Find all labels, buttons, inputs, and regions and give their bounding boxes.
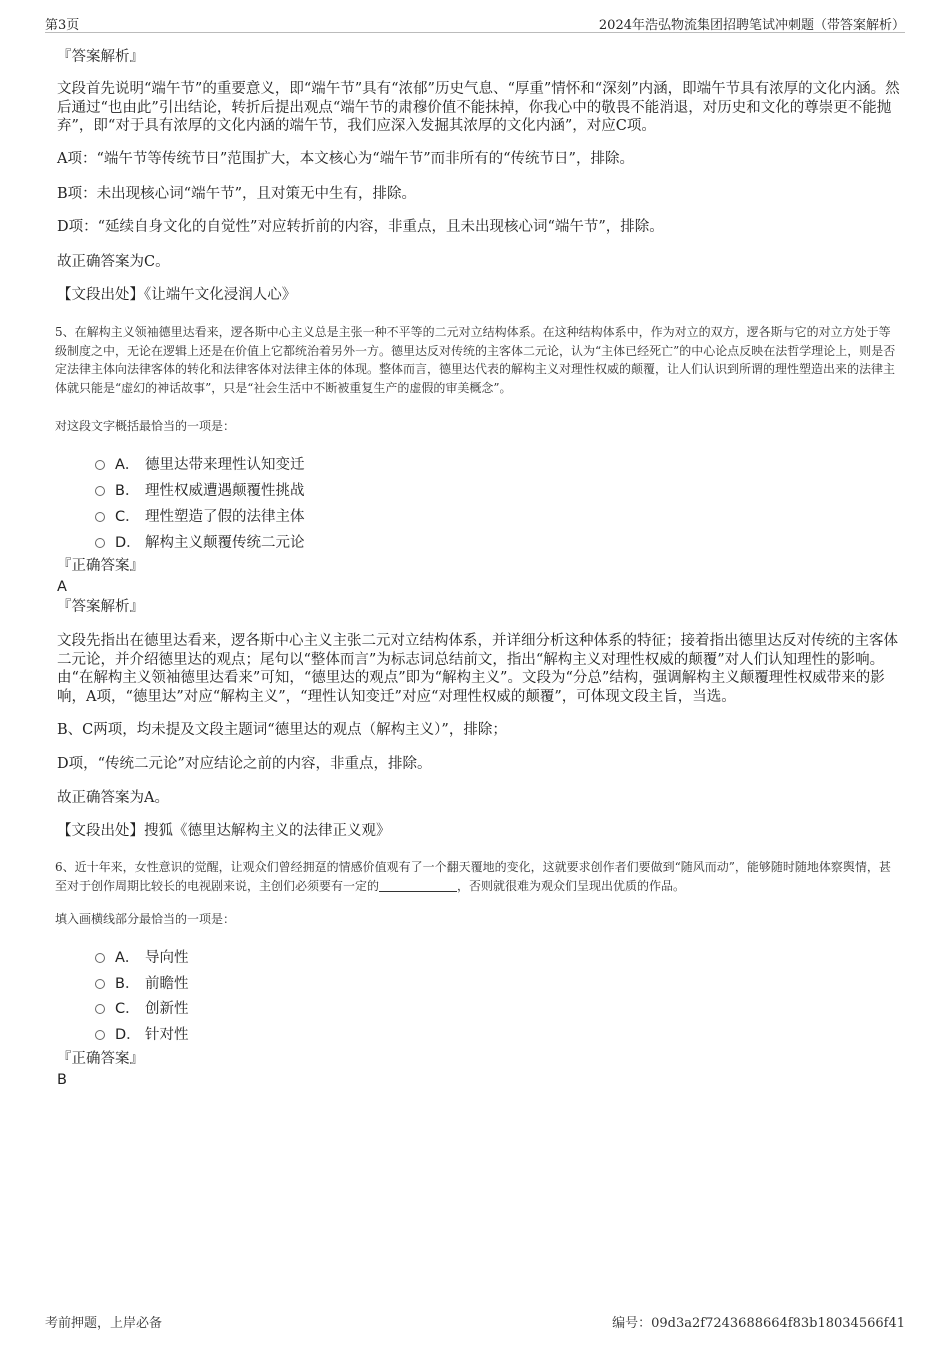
- radio-icon[interactable]: [95, 512, 105, 522]
- option-text: 导向性: [145, 950, 189, 966]
- document-id: 编号：09d3a2f7243688664f83b18034566f41: [612, 1316, 905, 1331]
- q5-stem: 5、在解构主义领袖德里达看来，逻各斯中心主义总是主张一种不平等的二元对立结构体系。在这种结构体系中，作为对立的双方，逻各斯与它的对立方处于等级制度之中，无论在逻辑上还是在价值上它都统治着另外一方。德里达反对传统的主客体二元论，认为“主体已经死亡”的中心论点反映在法哲学理论上，则是否定法律主体向法律客体的转化和法律客体对法律主体的体现。整体而言，德里达代表的解构主义对理性权威的颠覆，让人们认识到所谓的理性塑造出来的法律主体就只能是“虚幻的神话故事”，只是“社会生活中不断被重复生产的虚假的审美概念”。: [55, 325, 896, 395]
- radio-icon[interactable]: [95, 486, 105, 496]
- option-text: 理性权威遭遇颠覆性挑战: [145, 483, 305, 499]
- page-header: [45, 12, 905, 33]
- radio-icon[interactable]: [95, 1030, 105, 1040]
- q6-option-a[interactable]: A． 导向性: [95, 946, 189, 966]
- option-text: 解构主义颠覆传统二元论: [145, 535, 305, 551]
- document-title: 2024年浩弘物流集团招聘笔试冲刺题（带答案解析）: [598, 18, 905, 33]
- option-text: 理性塑造了假的法律主体: [145, 509, 305, 525]
- radio-icon[interactable]: [95, 460, 105, 470]
- page-number: 第3页: [45, 18, 80, 33]
- q6-option-c[interactable]: C． 创新性: [95, 997, 189, 1017]
- q5-conclusion: 故正确答案为A。: [57, 790, 169, 806]
- q4-source: 【文段出处】《让端午文化浸润人心》: [57, 287, 297, 303]
- q6-answer-title: 『正确答案』: [57, 1051, 144, 1067]
- q6-option-d[interactable]: D． 针对性: [95, 1023, 189, 1043]
- option-text: 创新性: [145, 1001, 189, 1017]
- q5-options-bc-analysis: B、C两项，均未提及文段主题词“德里达的观点（解构主义）”，排除；: [57, 722, 507, 738]
- q5-analysis-text: 文段先指出在德里达看来，逻各斯中心主义主张二元对立结构体系，并详细分析这种体系的特征；接着指出德里达反对传统的主客体二元论，并介绍德里达的观点；尾句以“整体而言”为标志词总结前文，指出“解构主义对理性权威的颠覆”对人们认知理性的影响。由“在解构主义领袖德里达看来”可知，“德里达的观点”即为“解构主义”。文段为“分总”结构，强调解构主义颠覆理性权威带来的影响，A项，“德里达”对应“解构主义”，“理性认知变迁”对应“对理性权威的颠覆”，可体现文段主旨，当选。: [57, 633, 898, 705]
- q5-option-a[interactable]: A． 德里达带来理性认知变迁: [95, 453, 305, 473]
- q4-option-d-analysis: D项：“延续自身文化的自觉性”对应转折前的内容，非重点，且未出现核心词“端午节”，排除。: [57, 219, 664, 235]
- option-text: 前瞻性: [145, 976, 189, 992]
- q5-prompt: 对这段文字概括最恰当的一项是：: [55, 419, 236, 433]
- q4-option-b-analysis: B项：未出现核心词“端午节”，且对策无中生有，排除。: [57, 186, 416, 202]
- footer-slogan: 考前押题，上岸必备: [45, 1316, 163, 1331]
- q5-option-c[interactable]: C． 理性塑造了假的法律主体: [95, 505, 305, 525]
- q6-stem: 6、近十年来，女性意识的觉醒，让观众们曾经拥趸的情感价值观有了一个翻天覆地的变化，这就要求创作者们要做到“随风而动”，能够随时随地体察舆情，甚至对于创作周期比较长的电视剧来说，主创们必须要有一定的 ，否则就很难为观众们呈现出优质的作品。: [55, 860, 891, 893]
- fill-blank: [379, 879, 457, 892]
- radio-icon[interactable]: [95, 538, 105, 548]
- q5-analysis-title: 『答案解析』: [57, 599, 144, 615]
- q6-option-b[interactable]: B． 前瞻性: [95, 972, 189, 992]
- q4-analysis-title: 『答案解析』: [57, 49, 144, 65]
- q5-answer: A: [57, 579, 67, 595]
- q4-option-a-analysis: A项：“端午节等传统节日”范围扩大，本文核心为“端午节”而非所有的“传统节日”，排除。: [57, 151, 634, 167]
- radio-icon[interactable]: [95, 979, 105, 989]
- q5-option-d-analysis: D项，“传统二元论”对应结论之前的内容，非重点，排除。: [57, 756, 432, 772]
- page-footer: [45, 1310, 905, 1330]
- q6-answer: B: [57, 1072, 67, 1088]
- radio-icon[interactable]: [95, 953, 105, 963]
- q5-answer-title: 『正确答案』: [57, 558, 144, 574]
- q4-analysis-text: 文段首先说明“端午节”的重要意义，即“端午节”具有“浓郁”历史气息、“厚重”情怀和“深刻”内涵，即端午节具有浓厚的文化内涵。然后通过“也由此”引出结论，转折后提出观点“端午节的肃穆价值不能抹掉，你我心中的敬畏不能消退，对历史和文化的尊崇更不能抛弃”，即“对于具有浓厚的文化内涵的端午节，我们应深入发掘其浓厚的文化内涵”，对应C项。: [57, 81, 900, 134]
- q5-source: 【文段出处】搜狐《德里达解构主义的法律正义观》: [57, 823, 391, 839]
- option-text: 针对性: [145, 1027, 189, 1043]
- q5-option-d[interactable]: D． 解构主义颠覆传统二元论: [95, 531, 305, 551]
- radio-icon[interactable]: [95, 1004, 105, 1014]
- q4-conclusion: 故正确答案为C。: [57, 254, 170, 270]
- option-text: 德里达带来理性认知变迁: [145, 457, 305, 473]
- q6-prompt: 填入画横线部分最恰当的一项是：: [55, 912, 236, 926]
- q5-option-b[interactable]: B． 理性权威遭遇颠覆性挑战: [95, 479, 305, 499]
